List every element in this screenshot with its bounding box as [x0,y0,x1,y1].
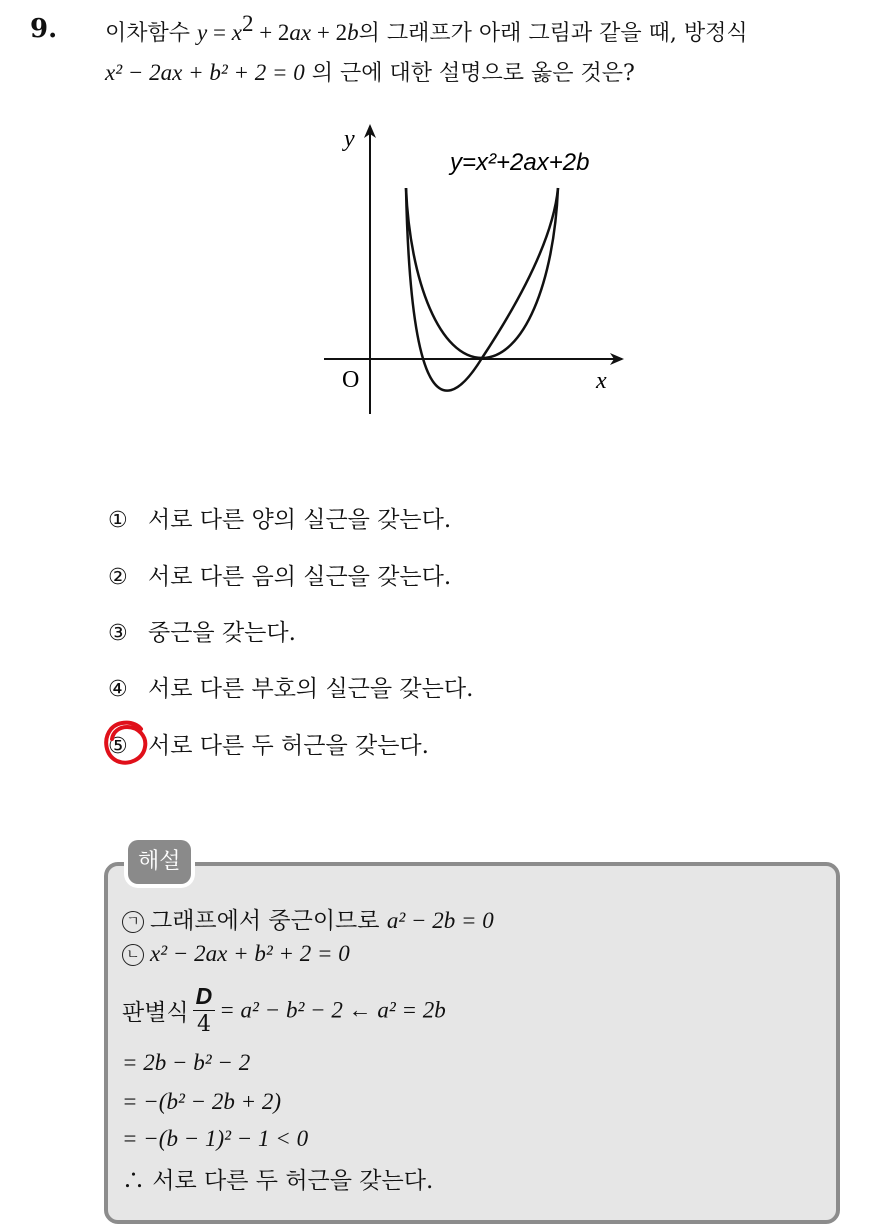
choice-marker: ⑤ [108,734,128,759]
equation: x² − 2ax + b² + 2 = 0 [105,60,305,85]
choice-text: 서로 다른 부호의 실근을 갖는다. [148,676,474,702]
choice-text: 서로 다른 음의 실근을 갖는다. [148,564,452,590]
y-axis-label: y [344,126,355,152]
question-prefix: 이차함수 [105,21,198,46]
question-line2-suffix: 의 근에 대한 설명으로 옳은 것은? [304,61,635,86]
choice-4[interactable] [108,670,473,703]
formula-y: y [197,20,208,45]
step1-text: 그래프에서 중근이므로 [150,908,387,934]
formula-exp: 2 [241,11,254,36]
x-axis-label: x [596,368,607,394]
solution-step-4: = 2b − b² − 2 [122,1050,251,1075]
choice-5[interactable] [108,727,429,760]
solution-step-1 [122,902,494,935]
choice-2[interactable] [108,558,451,591]
step3-prefix: 판별식 [122,1000,189,1026]
solution-tab: 해설 [128,840,191,884]
question-line-1 [105,11,748,47]
formula-eq: = [207,20,232,45]
choice-marker: ① [108,508,128,533]
choice-text: 중근을 갖는다. [148,620,296,646]
formula-plus: + 2 [253,20,290,45]
question-line-2 [105,56,635,87]
choice-1[interactable] [108,501,451,534]
parabola-graph [300,112,640,422]
formula-x: x [231,20,242,45]
curve-label: y=x²+2ax+2b [450,149,590,176]
formula-plus2: + 2 [311,20,348,45]
choice-marker: ③ [108,621,128,646]
discriminant-fraction [193,982,216,1039]
solution-conclusion: ∴ 서로 다른 두 허근을 갖는다. [122,1168,434,1194]
formula-ax: ax [289,20,312,45]
solution-step-2 [122,941,350,967]
answer-circle-mark [101,717,151,767]
solution-step-3 [122,982,446,1042]
question-number: 9. [30,14,58,44]
choice-marker: ④ [108,677,128,702]
choice-marker: ② [108,565,128,590]
origin-label: O [342,367,360,393]
step-marker-nieun: ㄴ [122,944,144,966]
parabola-curve [406,188,558,391]
fraction-numerator: D [193,982,216,1011]
solution-step-5: = −(b² − 2b + 2) [122,1089,282,1114]
formula-b: b [347,20,359,45]
choice-text: 서로 다른 두 허근을 갖는다. [148,733,429,759]
choice-text: 서로 다른 양의 실근을 갖는다. [148,507,452,533]
step2-formula: x² − 2ax + b² + 2 = 0 [150,941,350,966]
question-suffix: 의 그래프가 아래 그림과 같을 때, 방정식 [358,21,748,46]
step1-formula: a² − 2b = 0 [386,908,494,933]
step3-formula: = a² − b² − 2 ← a² = 2b [219,997,446,1023]
choice-3[interactable] [108,614,296,647]
fraction-denominator: 4 [196,1012,211,1037]
solution-step-6: = −(b − 1)² − 1 < 0 [122,1126,309,1151]
step-marker-giyeok: ㄱ [122,911,144,933]
